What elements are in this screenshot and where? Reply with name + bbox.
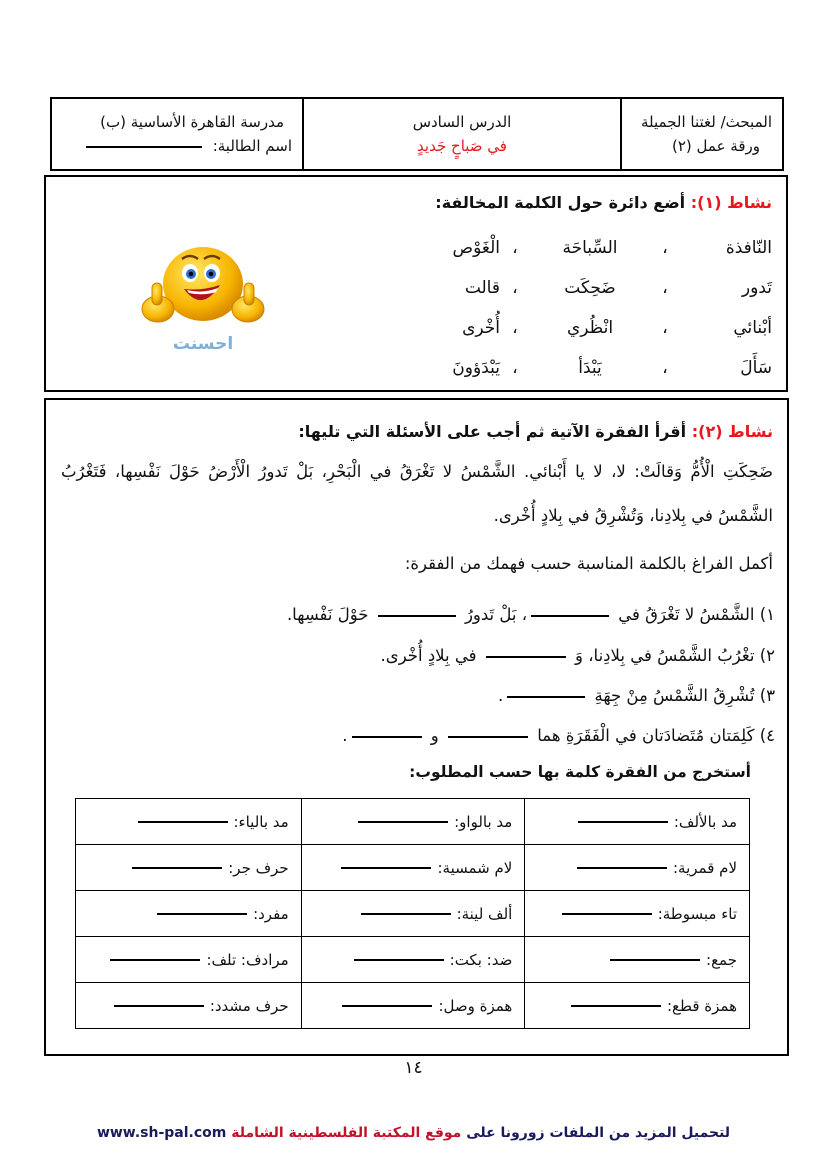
extract-table-row bbox=[76, 937, 750, 983]
word-option[interactable]: ضَحِكَت bbox=[564, 278, 616, 298]
extract-cell bbox=[301, 983, 525, 1029]
question-text: في بِلادٍ أُخْرى. bbox=[380, 646, 477, 665]
lesson-title: في صَباحٍ جَديدٍ bbox=[417, 137, 507, 155]
well-done-sticker bbox=[138, 239, 268, 357]
question-2 bbox=[381, 646, 775, 665]
activity-2-frame bbox=[44, 398, 789, 1056]
extract-answer-blank[interactable] bbox=[138, 821, 228, 823]
word-option[interactable]: يَبْدَأ bbox=[578, 358, 602, 378]
footer-banner bbox=[0, 1125, 827, 1141]
extract-cell-label: تاء مبسوطة: bbox=[657, 904, 737, 923]
extract-cell-label: حرف جر: bbox=[228, 858, 289, 877]
word-option[interactable]: أُخْرى bbox=[462, 318, 500, 338]
extract-instruction: أستخرج من الفقرة كلمة بها حسب المطلوب: bbox=[409, 763, 751, 781]
extract-answer-blank[interactable] bbox=[342, 1005, 432, 1007]
extract-cell-label: ألف لينة: bbox=[456, 904, 513, 923]
extract-cell bbox=[525, 937, 750, 983]
answer-blank[interactable] bbox=[378, 615, 456, 617]
word-option[interactable]: سَأَلَ bbox=[740, 358, 772, 378]
question-number: ١) bbox=[759, 605, 775, 624]
word-option[interactable]: يَبْدَؤونَ bbox=[452, 358, 500, 378]
question-1 bbox=[287, 605, 775, 624]
extract-table-row bbox=[76, 983, 750, 1029]
activity-1-instruction: أضع دائرة حول الكلمة المخالفة: bbox=[435, 193, 686, 212]
extract-cell-label: مرادف: تلف: bbox=[206, 950, 289, 969]
student-name-blank[interactable] bbox=[86, 146, 202, 148]
subject-label: المبحث/ لغتنا الجميلة bbox=[641, 113, 772, 131]
header-lesson-cell bbox=[302, 99, 620, 169]
question-4 bbox=[342, 726, 775, 745]
answer-blank[interactable] bbox=[352, 736, 422, 738]
extract-cell-label: ضد: بكت: bbox=[449, 950, 513, 969]
word-grid bbox=[402, 228, 772, 388]
activity-1-label: نشاط (١): bbox=[690, 193, 772, 212]
extract-answer-blank[interactable] bbox=[358, 821, 448, 823]
word-row bbox=[402, 228, 772, 268]
student-name-label: اسم الطالبة: bbox=[212, 137, 292, 155]
extract-answer-blank[interactable] bbox=[610, 959, 700, 961]
question-text: كَلِمَتان مُتَضادَتان في الْفَقَرَةِ هما bbox=[537, 726, 755, 745]
word-row bbox=[402, 348, 772, 388]
student-name-row bbox=[86, 134, 292, 158]
word-option[interactable]: النّافذة bbox=[725, 238, 772, 258]
question-number: ٣) bbox=[759, 686, 775, 705]
question-number: ٤) bbox=[759, 726, 775, 745]
question-text: تُشْرِقُ الشَّمْسُ مِنْ جِهَةِ bbox=[594, 686, 755, 705]
extract-answer-blank[interactable] bbox=[361, 913, 451, 915]
page-number: ١٤ bbox=[404, 1058, 423, 1078]
extract-cell-label: جمع: bbox=[706, 950, 737, 969]
extract-cell-label: همزة وصل: bbox=[438, 996, 513, 1015]
comma: ، bbox=[662, 238, 668, 258]
worksheet-label: ورقة عمل (٢) bbox=[672, 137, 760, 155]
extract-answer-blank[interactable] bbox=[132, 867, 222, 869]
extract-cell-label: مفرد: bbox=[253, 904, 289, 923]
extract-cell-label: مد بالألف: bbox=[673, 812, 737, 831]
extract-cell-label: لام قمرية: bbox=[673, 858, 737, 877]
question-text: . bbox=[342, 726, 348, 745]
comma: ، bbox=[662, 278, 668, 298]
extract-table-row bbox=[76, 891, 750, 937]
comma: ، bbox=[512, 358, 518, 378]
question-text: تغْرُبُ الشَّمْسُ في بِلادِنا، وَ bbox=[575, 646, 755, 665]
word-row bbox=[402, 268, 772, 308]
extract-answer-blank[interactable] bbox=[571, 1005, 661, 1007]
question-text: و bbox=[430, 726, 439, 745]
activity-1-title bbox=[435, 193, 772, 212]
comma: ، bbox=[662, 358, 668, 378]
activity-1-frame bbox=[44, 175, 788, 392]
footer-text: لتحميل المزيد من الملفات زورونا على bbox=[466, 1125, 731, 1141]
answer-blank[interactable] bbox=[507, 696, 585, 698]
word-row bbox=[402, 308, 772, 348]
lesson-label: الدرس السادس bbox=[412, 113, 512, 131]
header-table bbox=[50, 97, 784, 171]
activity-2-instruction: أقرأ الفقرة الآتية ثم أجب على الأسئلة التي تليها: bbox=[298, 422, 687, 441]
header-subject-cell bbox=[620, 99, 782, 169]
extract-cell-label: همزة قطع: bbox=[667, 996, 737, 1015]
sticker-text: احسنت bbox=[172, 334, 234, 354]
word-option[interactable]: انْظُري bbox=[566, 318, 614, 338]
extract-cell bbox=[525, 799, 750, 845]
question-text: . bbox=[498, 686, 504, 705]
footer-site-name[interactable]: موقع المكتبة الفلسطينية الشاملة bbox=[231, 1125, 462, 1141]
word-option[interactable]: السِّباحَة bbox=[562, 238, 618, 258]
extract-cell bbox=[301, 845, 525, 891]
extract-answer-blank[interactable] bbox=[110, 959, 200, 961]
extract-cell bbox=[301, 891, 525, 937]
header-school-cell bbox=[52, 99, 302, 169]
extract-answer-blank[interactable] bbox=[157, 913, 247, 915]
answer-blank[interactable] bbox=[448, 736, 528, 738]
extract-cell-label: مد بالياء: bbox=[233, 812, 289, 831]
footer-url-link[interactable]: www.sh-pal.com bbox=[96, 1125, 227, 1141]
smiley-thumbs-up-icon bbox=[138, 239, 268, 357]
extract-answer-blank[interactable] bbox=[354, 959, 444, 961]
extract-table-row bbox=[76, 799, 750, 845]
answer-blank[interactable] bbox=[486, 656, 566, 658]
extract-cell bbox=[76, 891, 302, 937]
extract-answer-blank[interactable] bbox=[562, 913, 652, 915]
extract-cell bbox=[525, 891, 750, 937]
extract-cell bbox=[301, 799, 525, 845]
question-text: ، بَلْ تَدورُ bbox=[464, 605, 528, 624]
reading-paragraph: ضَحِكَتِ الْأُمُّ وَقالَتْ: لا، لا يا أَبْنائي. الشَّمْسُ لا تَغْرَقُ في الْبَحْرِ، بَلْ تَدورُ الْأَرْضُ حَوْلَ نَفْسِها، فَتَغْرُبُ الشَّمْسُ في بِلادِنا، وَتُشْرِقُ في بِلادٍ أُخْرى. bbox=[61, 462, 773, 525]
word-option[interactable]: الْغَوْص bbox=[452, 238, 500, 258]
extract-cell bbox=[525, 845, 750, 891]
extract-answer-blank[interactable] bbox=[114, 1005, 204, 1007]
comma: ، bbox=[512, 318, 518, 338]
comma: ، bbox=[512, 238, 518, 258]
extract-answer-blank[interactable] bbox=[577, 867, 667, 869]
extract-cell bbox=[76, 937, 302, 983]
word-option[interactable]: قالت bbox=[464, 278, 500, 298]
question-number: ٢) bbox=[759, 646, 775, 665]
word-option[interactable]: تَدور bbox=[741, 278, 772, 298]
extract-cell bbox=[525, 983, 750, 1029]
extract-answer-blank[interactable] bbox=[578, 821, 668, 823]
extract-table-row bbox=[76, 845, 750, 891]
school-name: مدرسة القاهرة الأساسية (ب) bbox=[100, 113, 284, 131]
extract-cell-label: لام شمسية: bbox=[437, 858, 513, 877]
extract-cell bbox=[76, 799, 302, 845]
extract-cell bbox=[301, 937, 525, 983]
activity-2-title bbox=[298, 422, 773, 441]
fill-instruction: أكمل الفراغ بالكلمة المناسبة حسب فهمك من الفقرة: bbox=[404, 554, 773, 573]
extract-answer-blank[interactable] bbox=[341, 867, 431, 869]
comma: ، bbox=[662, 318, 668, 338]
answer-blank[interactable] bbox=[531, 615, 609, 617]
question-3 bbox=[498, 686, 775, 705]
comma: ، bbox=[512, 278, 518, 298]
extract-table bbox=[75, 798, 750, 1029]
extract-cell bbox=[76, 845, 302, 891]
question-text: حَوْلَ نَفْسِها. bbox=[286, 605, 369, 624]
activity-2-label: نشاط (٢): bbox=[691, 422, 773, 441]
question-text: الشَّمْسُ لا تَغْرَقُ في bbox=[618, 605, 755, 624]
extract-cell-label: حرف مشدد: bbox=[209, 996, 289, 1015]
extract-cell-label: مد بالواو: bbox=[454, 812, 513, 831]
word-option[interactable]: أبْنائي bbox=[733, 318, 772, 338]
extract-cell bbox=[76, 983, 302, 1029]
